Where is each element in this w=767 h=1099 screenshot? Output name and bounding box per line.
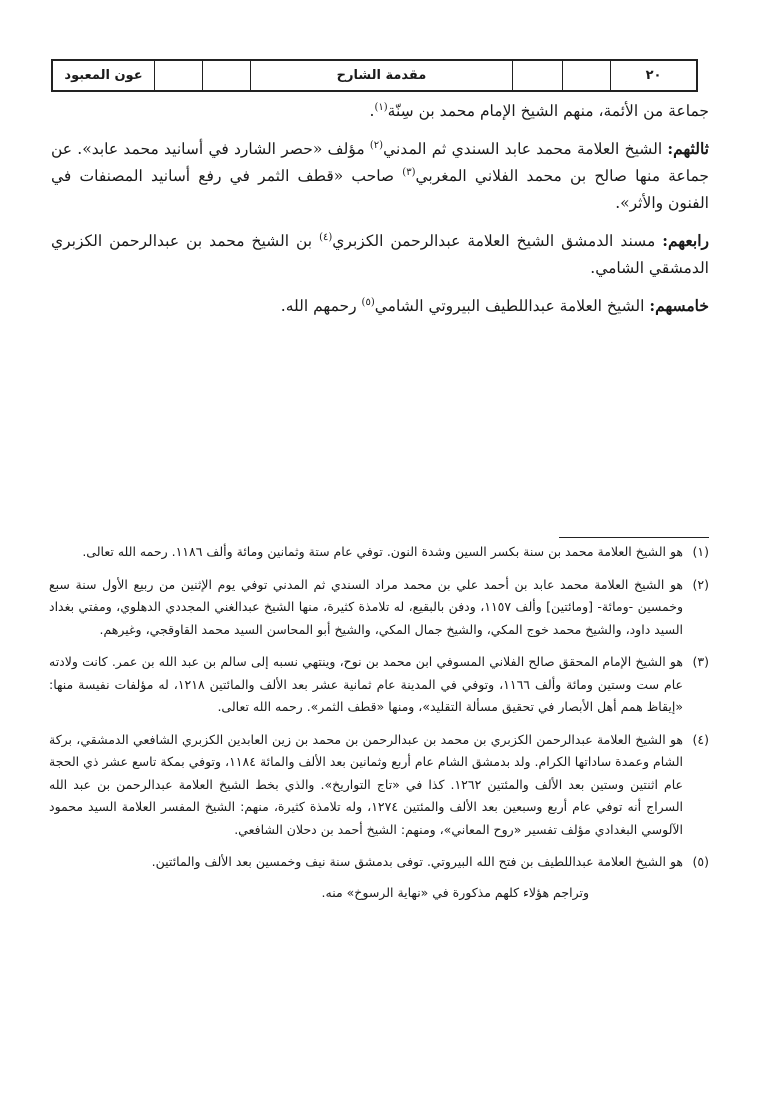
section-title: مقدمة الشارح: [251, 61, 513, 90]
footnote-text: هو الشيخ العلامة محمد بن سنة بكسر السين وشدة النون. توفي عام ستة وثمانين ومائة وألف ١١٨٦. رحمه الله تعالى.: [82, 544, 683, 559]
header-empty-cell: [563, 61, 611, 90]
paragraph: ثالثهم: الشيخ العلامة محمد عابد السندي ثم المدني$^{(٢)}$ مؤلف «حصر الشارد في أسانيد محمد عابد». عن جماعة منها صالح بن محمد الفلاني المغربي$^{(٣)}$ صاحب «قطف الثمر في رفع أسانيد المصنفات في الفنون والأثر».: [51, 139, 710, 212]
paragraph-label: ثالثهم:: [667, 139, 709, 158]
header-empty-cell: [513, 61, 563, 90]
footnotes: [49, 541, 709, 904]
footnote-ref: (٥): [361, 296, 375, 308]
page-header: [51, 59, 698, 92]
footnote-text: هو الشيخ الإمام المحقق صالح الفلاني المسوفي ابن محمد بن نوح، وينتهي نسبه إلى سالم بن عبد الله بن عمر. كانت ولادته عام ست وستين ومائة وألف ١١٦٦، وتوفي في المدينة عام ثمانية عشر بعد الألف والمائتين ١٢١٨، له مؤلفات نفيسة منها: «إيقاظ همم أهل الأبصار في تحقيق مسألة التقليد»، ومنها «قطف الثمر». رحمه الله تعالى.: [49, 654, 683, 714]
footnote-divider: [559, 537, 709, 538]
paragraph: جماعة من الأئمة، منهم الشيخ الإمام محمد بن سِنّة$^{(١)}$.: [369, 101, 709, 120]
book-title: عون المعبود: [53, 61, 155, 90]
footnote-number: (٥): [692, 854, 709, 869]
footnote-number: (٤): [692, 731, 709, 747]
footnote: [49, 651, 709, 719]
footnote-number: (٢): [692, 576, 709, 592]
footnote-ref: (٣): [402, 166, 416, 178]
footnote-text: هو الشيخ العلامة محمد عابد بن أحمد علي بن محمد مراد السندي ثم المدني توفي يوم الإثنين من ربيع الأول سنة سبع وخمسين -ومائة- [ومائتين] وألف ١١٥٧، ودفن بالبقيع، له تلامذة كثيرة، منها الشيخ عبدالغني المجددي الدهلوي، ومفتي بغداد السيد داود، والشيخ محمد خوج المكي، والشيخ جمال المكي، والشيخ أبو المحاسن السيد محمد القاوقجي، وغيرهم.: [49, 576, 683, 637]
footnote-ref: (٤): [319, 231, 333, 243]
page-number: ٢٠: [645, 68, 662, 83]
paragraph-label: رابعهم:: [662, 231, 709, 250]
paragraph: رابعهم: مسند الدمشق الشيخ العلامة عبدالرحمن الكزبري$^{(٤)}$ بن الشيخ محمد بن عبدالرحمن الكزبري الدمشقي الشامي.: [51, 231, 709, 277]
paragraph: خامسهم: الشيخ العلامة عبداللطيف البيروتي الشامي$^{(٥)}$ رحمهم الله.: [280, 296, 709, 315]
header-empty-cell: [203, 61, 251, 90]
main-text: [51, 98, 709, 320]
footnote: [49, 851, 709, 874]
footnote: [49, 729, 709, 842]
footnote-ref: (٢): [369, 139, 384, 151]
footnote-text: هو الشيخ العلامة عبدالرحمن الكزبري بن محمد بن عبدالرحمن بن محمد بن زين العابدين الكزبري الشافعي الدمشقي، بركة الشام وعمدة ساداتها الكرام. ولد بدمشق الشام عام أربع وثمانين بعد الألف والمائة ١١٨٤، وتوفي بمكة تاسع عشر ذي الحجة عام اثنتين وستين بعد الألف والمئتين ١٢٦٢. كذا في «تاج التواريخ». والذي بخط الشيخ العلامة عبدالرحمن بن عبد الله السراج أنه توفي عام أربع وسبعين بعد الألف والمئتين ١٢٧٤، وله تلامذة كثيرة، منهم: الشيخ المفسر العلامة السيد محمود الآلوسي البغدادي مؤلف تفسير «روح المعاني»، ومنهم: الشيخ أحمد بن دحلان الشافعي.: [49, 731, 684, 837]
footnote: [49, 574, 709, 642]
footnote-number: (١): [692, 544, 709, 559]
header-empty-cell: [155, 61, 203, 90]
paragraph-label: خامسهم:: [649, 296, 709, 315]
footnote-ref: (١): [374, 101, 388, 113]
footnote: [49, 541, 709, 564]
footnote-text: هو الشيخ العلامة عبداللطيف بن فتح الله البيروتي. توفى بدمشق سنة نيف وخمسين بعد الألف والمائتين.: [151, 854, 683, 869]
closing-note: وتراجم هؤلاء كلهم مذكورة في «نهاية الرسوخ» منه.: [321, 884, 589, 900]
footnote-number: (٣): [692, 654, 709, 669]
